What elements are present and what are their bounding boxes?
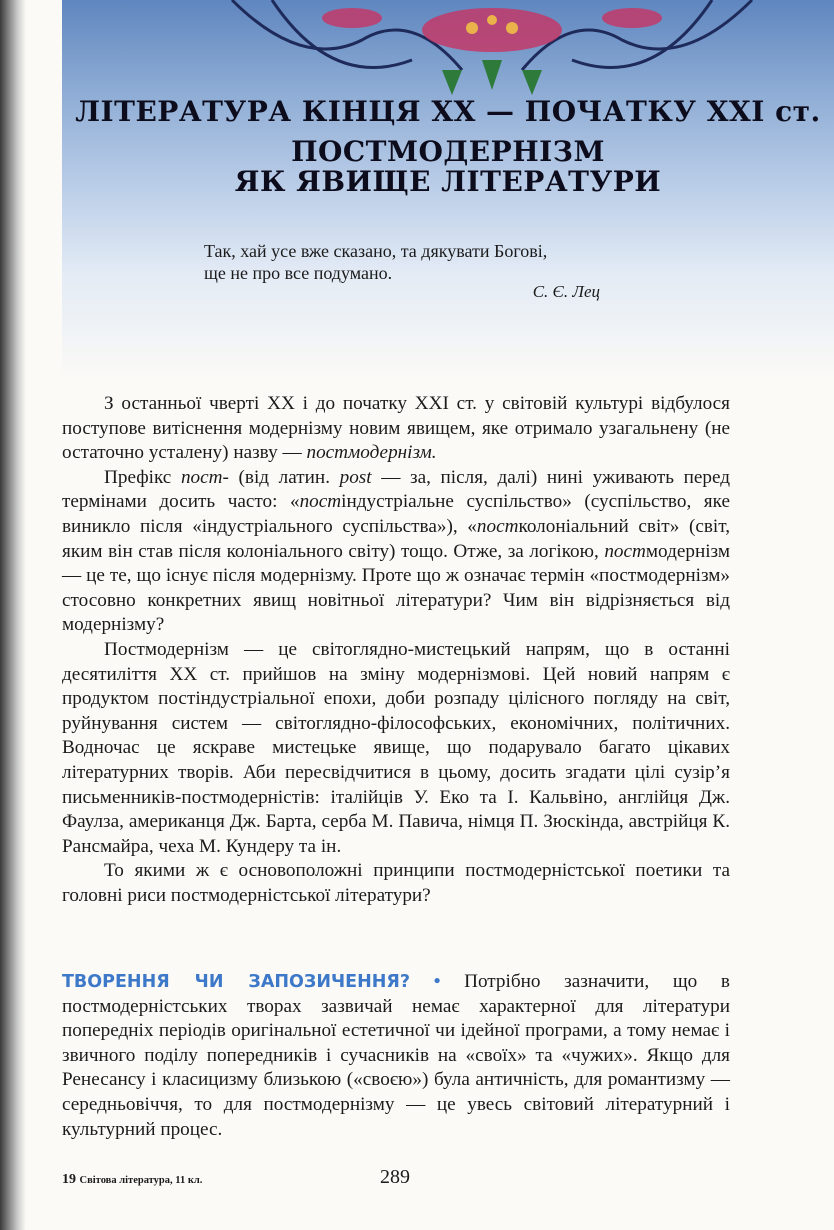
prefix-italic-1: пост: [299, 491, 342, 513]
epigraph-author: С. Є. Лец: [532, 282, 600, 301]
paragraph-2-text-e: — за, після, далі) нині уживають перед термінами досить часто: «: [62, 466, 730, 513]
binding-shadow: [0, 0, 26, 1230]
paragraph-2-text-a: Префікс: [104, 466, 181, 488]
term-postmodernism: постмодернізм.: [306, 442, 437, 464]
signature-title: Світова література, 11 кл.: [79, 1175, 203, 1186]
signature-number: 19: [62, 1172, 76, 1187]
epigraph: [204, 240, 604, 284]
chapter-title-line3: ЯК ЯВИЩЕ ЛІТЕРАТУРИ: [234, 165, 662, 198]
prefix-term: пост-: [180, 466, 229, 488]
section-text: Потрібно зазначити, що в постмодерністських творах зазвичай немає характерної для літератури попередніх періодів оригінальної естетичної чи ідейної програми, а тому немає і звичного поділу попередників і сучасників на «своїх» та «чужих». Якщо для Ренесансу і класицизму близькою («своєю») була античність, для романтизму — середньовіччя, то для постмодернізму — це увесь світовий літературний і культурний процес.: [62, 971, 730, 1140]
latin-term: post: [339, 466, 372, 488]
page-number: 289: [380, 1166, 410, 1188]
body-text: [62, 392, 730, 908]
paragraph-4: То якими ж є основоположні принципи постмодерністської поетики та головні риси постмодерністської літератури?: [62, 860, 730, 906]
chapter-title-line1: ЛІТЕРАТУРА КІНЦЯ ХХ — ПОЧАТКУ ХХІ ст.: [75, 95, 821, 128]
paragraph-2-text-c: (від латин.: [228, 466, 340, 488]
paragraph-3: Постмодернізм — це світоглядно-мистецький напрям, що в останні десятиліття ХХ ст. прийшов на зміну модернізмові. Цей новий напрям є продуктом постіндустріальної епохи, доби розпаду цілісного погляду на світ, руйнування систем — світоглядно-філософських, економічних, політичних. Водночас це яскраве мистецьке явище, що подарувало багато цікавих літературних творів. Аби пересвідчитися в цьому, досить згадати цілі сузір’я письменників-постмодерністів: італійців У. Еко та І. Кальвіно, англійця Дж. Фаулза, американця Дж. Барта, серба М. Павича, німця П. Зюскінда, австрійця К. Рансмайра, чеха М. Кундеру та ін.: [62, 638, 730, 857]
bullet-icon: •: [433, 971, 441, 992]
paragraph-2-text-i: колоніальний світ» (світ, яким він став після колоніального світу) тощо. Отже, за логікою,: [62, 515, 730, 562]
floral-ornament-icon: [212, 0, 772, 110]
section-heading: ТВОРЕННЯ ЧИ ЗАПОЗИЧЕННЯ?: [62, 972, 411, 992]
paragraph-2: [62, 466, 730, 638]
paragraph-1: [62, 392, 730, 466]
signature-mark: [62, 1172, 202, 1188]
chapter-title-line2: ПОСТМОДЕРНІЗМ: [291, 135, 605, 168]
prefix-italic-3: пост: [604, 540, 646, 562]
prefix-italic-2: пост: [476, 515, 519, 537]
epigraph-line1: Так, хай усе вже сказано, та дякувати Богові,: [204, 241, 548, 261]
paragraph-2-text-g: індустріальне суспільство» (суспільство, яке виникло після «індустріального суспільства»), «: [62, 491, 730, 537]
epigraph-line2: ще не про все подумано.: [204, 263, 393, 283]
paragraph-1-text: З останньої чверті ХХ і до початку ХХІ ст. у світовій культурі відбулося поступове витіснення модернізму новим явищем, яке отримало узагальнену (не остаточно усталену) назву —: [62, 393, 730, 464]
section-borrowing: [62, 970, 730, 1142]
paragraph-2-text-k: модернізм — це те, що існує після модернізму. Проте що ж означає термін «постмодернізм» стосовно конкретних явищ новітньої літератури? Чим він відрізняється від модернізму?: [62, 540, 730, 636]
